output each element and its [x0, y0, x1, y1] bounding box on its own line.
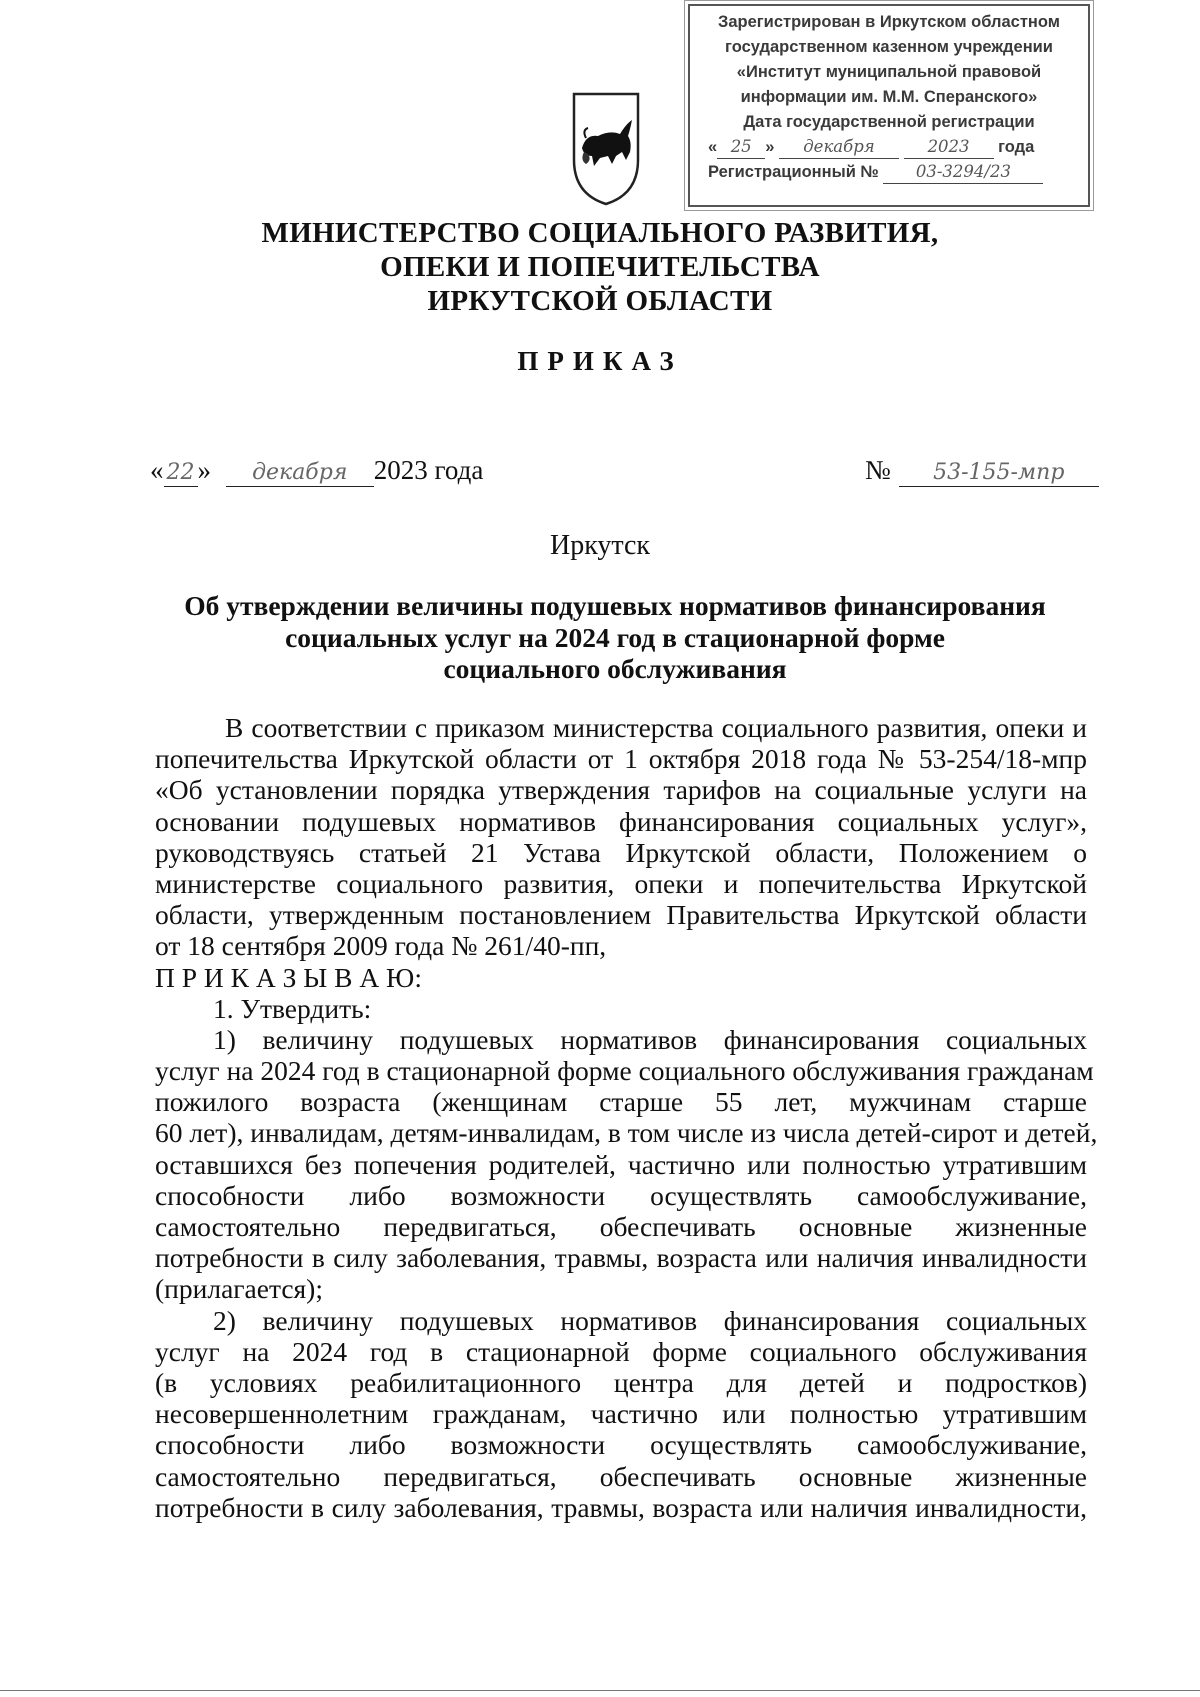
- stamp-reg-label: Регистрационный №: [708, 163, 879, 181]
- body-line: (в условиях реабилитационного центра для детей и подростков): [155, 1366, 1087, 1398]
- page-bottom-edge: [0, 1690, 1200, 1691]
- body-line: 1. Утвердить:: [213, 992, 372, 1024]
- body-line: попечительства Иркутской области от 1 октября 2018 года № 53-254/18-мпр: [155, 743, 1087, 775]
- body-line: оставшихся без попечения родителей, частично или полностью утратившим: [155, 1148, 1087, 1180]
- order-month: декабря: [226, 460, 374, 487]
- order-year: 2023 года: [373, 455, 484, 485]
- stamp-date-month: декабря: [779, 136, 899, 159]
- body-line: П Р И К А З Ы В А Ю:: [155, 961, 422, 993]
- order-date: [150, 455, 483, 487]
- registration-stamp: [688, 4, 1090, 207]
- body-line: способности либо возможности осуществлять самообслуживание,: [155, 1179, 1087, 1211]
- stamp-date-year: 2023: [904, 136, 994, 159]
- order-body: [155, 712, 1098, 1523]
- order-number-label: №: [865, 455, 891, 485]
- body-line: министерстве социального развития, опеки и попечительства Иркутской: [155, 867, 1087, 899]
- subject-line-3: социального обслуживания: [443, 653, 787, 684]
- body-line: (прилагается);: [155, 1273, 323, 1305]
- ministry-name: [0, 216, 1200, 318]
- stamp-date-row: [690, 135, 1088, 160]
- stamp-reg-row: [690, 160, 1088, 185]
- body-line: 2) величину подушевых нормативов финансирования социальных: [213, 1304, 1087, 1336]
- subject-line-2: социальных услуг на 2024 год в стационарной форме: [285, 621, 945, 653]
- stamp-line-4: информации им. М.М. Сперанского»: [740, 88, 1038, 106]
- body-line: пожилого возраста (женщинам старше 55 лет, мужчинам старше: [155, 1086, 1087, 1118]
- order-subject: [150, 590, 1080, 685]
- body-line: потребности в силу заболевания, травмы, возраста или наличия инвалидности: [155, 1242, 1087, 1274]
- body-line: руководствуясь статьей 21 Устава Иркутской области, Положением о: [155, 836, 1087, 868]
- stamp-date-close-quote: »: [765, 138, 775, 156]
- body-line: услуг на 2024 год в стационарной форме социального обслуживания гражданам: [155, 1055, 1094, 1087]
- body-line: 60 лет), инвалидам, детям-инвалидам, в том числе из числа детей-сирот и детей,: [155, 1117, 1098, 1149]
- irkutsk-coat-of-arms-icon: [570, 90, 642, 208]
- ministry-line-2: ОПЕКИ И ПОПЕЧИТЕЛЬСТВА: [380, 251, 820, 283]
- ministry-line-1: МИНИСТЕРСТВО СОЦИАЛЬНОГО РАЗВИТИЯ,: [261, 217, 939, 249]
- body-line: области, утвержденным постановлением Правительства Иркутской области: [155, 899, 1087, 931]
- order-number-value: 53-155-мпр: [899, 460, 1099, 487]
- stamp-line-3: «Институт муниципальной правовой: [736, 63, 1042, 81]
- body-line: В соответствии с приказом министерства социального развития, опеки и: [225, 712, 1087, 743]
- ministry-line-3: ИРКУТСКОЙ ОБЛАСТИ: [427, 285, 773, 317]
- city: Иркутск: [549, 530, 651, 561]
- stamp-reg-number: 03-3294/23: [883, 161, 1043, 184]
- stamp-date-day: 25: [717, 136, 765, 159]
- body-line: самостоятельно передвигаться, обеспечивать основные жизненные: [155, 1211, 1087, 1242]
- body-line: 1) величину подушевых нормативов финансирования социальных: [213, 1023, 1087, 1055]
- body-line: способности либо возможности осуществлять самообслуживание,: [155, 1429, 1087, 1461]
- body-line: от 18 сентября 2009 года № 261/40-пп,: [155, 930, 607, 962]
- stamp-date-suffix: года: [998, 138, 1035, 156]
- order-date-open-quote: «: [150, 455, 164, 485]
- body-line: несовершеннолетним гражданам, частично или полностью утратившим: [155, 1398, 1087, 1430]
- stamp-line-5: Дата государственной регистрации: [743, 113, 1035, 131]
- body-line: услуг на 2024 год в стационарной форме социального обслуживания: [155, 1335, 1087, 1367]
- body-line: потребности в силу заболевания, травмы, возраста или наличия инвалидности,: [155, 1491, 1087, 1523]
- body-line: «Об установлении порядка утверждения тарифов на социальные услуги на: [155, 774, 1087, 806]
- order-title: ПРИКАЗ: [517, 346, 683, 376]
- order-date-close-quote: »: [197, 455, 211, 485]
- stamp-line-1: Зарегистрирован в Иркутском областном: [718, 13, 1060, 31]
- stamp-date-open-quote: «: [708, 138, 718, 156]
- order-number: [865, 455, 1099, 487]
- order-day: 22: [164, 460, 198, 487]
- stamp-line-2: государственном казенном учреждении: [725, 38, 1053, 56]
- body-line: основании подушевых нормативов финансирования социальных услуг»,: [155, 805, 1087, 837]
- subject-line-1: Об утверждении величины подушевых нормативов финансирования: [184, 590, 1046, 621]
- body-line: самостоятельно передвигаться, обеспечивать основные жизненные: [155, 1460, 1087, 1492]
